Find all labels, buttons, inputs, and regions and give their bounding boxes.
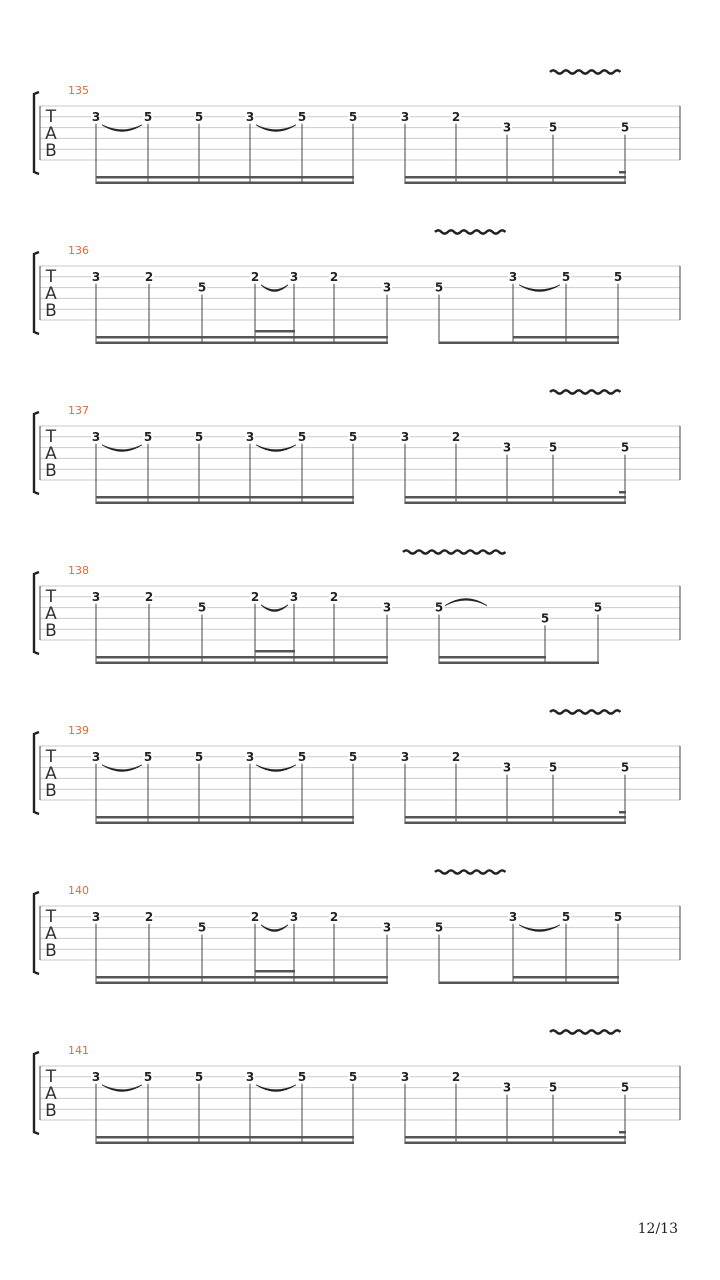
beam [96, 1136, 354, 1139]
system-brace [34, 572, 39, 654]
fret-number: 3 [245, 749, 255, 764]
fret-number: 3 [382, 600, 392, 615]
fret-number: 5 [434, 600, 444, 615]
fret-number: 3 [400, 749, 410, 764]
tab-system [34, 1044, 680, 1144]
fret-number: 3 [245, 429, 255, 444]
fret-number: 2 [250, 269, 260, 284]
tab-clef-letter: B [45, 461, 57, 481]
beam [439, 982, 619, 985]
fret-number: 5 [194, 429, 204, 444]
system-brace [34, 92, 39, 174]
fret-number: 3 [91, 109, 101, 124]
tab-clef-letter: B [45, 621, 57, 641]
beam [513, 976, 619, 979]
beam [96, 816, 354, 819]
tab-clef-letter: A [45, 444, 57, 464]
fret-number: 3 [508, 269, 518, 284]
tab-clef-letter: T [45, 747, 57, 767]
beam [96, 822, 354, 825]
beam [405, 822, 626, 825]
fret-number: 2 [250, 909, 260, 924]
tab-clef-letter: A [45, 284, 57, 304]
tab-clef-letter: T [45, 587, 57, 607]
beam [619, 171, 626, 174]
fret-number: 5 [197, 920, 207, 935]
fret-number: 2 [329, 269, 339, 284]
vibrato-icon [403, 550, 505, 553]
fret-number: 3 [91, 589, 101, 604]
fret-number: 3 [400, 429, 410, 444]
fret-number: 3 [91, 269, 101, 284]
tab-clef-letter: B [45, 301, 57, 321]
fret-number: 2 [451, 1069, 461, 1084]
fret-number: 5 [620, 120, 630, 135]
tab-clef-letter: A [45, 1084, 57, 1104]
fret-number: 3 [91, 429, 101, 444]
tab-system [34, 404, 680, 504]
fret-number: 3 [289, 589, 299, 604]
fret-number: 3 [502, 120, 512, 135]
beam [405, 1142, 626, 1145]
tab-clef-letter: B [45, 941, 57, 961]
measure-number: 141 [68, 1044, 89, 1057]
fret-number: 2 [451, 749, 461, 764]
fret-number: 3 [245, 109, 255, 124]
tab-clef-letter: T [45, 427, 57, 447]
tab-clef-letter: T [45, 267, 57, 287]
fret-number: 5 [197, 280, 207, 295]
vibrato-icon [550, 710, 620, 713]
fret-number: 5 [297, 429, 307, 444]
fret-number: 3 [245, 1069, 255, 1084]
beam [96, 656, 388, 659]
fret-number: 5 [143, 1069, 153, 1084]
beam [619, 1131, 626, 1134]
tab-clef-letter: T [45, 107, 57, 127]
tab-clef-letter: A [45, 604, 57, 624]
fret-number: 5 [593, 600, 603, 615]
fret-number: 2 [451, 429, 461, 444]
fret-number: 2 [451, 109, 461, 124]
fret-number: 5 [348, 429, 358, 444]
fret-number: 3 [382, 920, 392, 935]
system-brace [34, 892, 39, 974]
page-number: 12/13 [637, 1221, 678, 1237]
beam [405, 502, 626, 505]
fret-number: 3 [502, 1080, 512, 1095]
beam [439, 662, 599, 665]
fret-number: 2 [329, 589, 339, 604]
beam [439, 342, 619, 345]
fret-number: 5 [194, 109, 204, 124]
fret-number: 5 [143, 429, 153, 444]
beam [405, 816, 626, 819]
fret-number: 5 [561, 909, 571, 924]
fret-number: 5 [434, 280, 444, 295]
fret-number: 5 [143, 749, 153, 764]
system-brace [34, 732, 39, 814]
fret-number: 5 [620, 760, 630, 775]
system-brace [34, 252, 39, 334]
fret-number: 2 [144, 589, 154, 604]
fret-number: 5 [194, 1069, 204, 1084]
fret-number: 5 [620, 440, 630, 455]
fret-number: 3 [382, 280, 392, 295]
vibrato-icon [550, 70, 620, 73]
beam [405, 1136, 626, 1139]
beam [619, 811, 626, 814]
measure-number: 140 [68, 884, 89, 897]
beam [96, 496, 354, 499]
fret-number: 2 [250, 589, 260, 604]
fret-number: 3 [91, 749, 101, 764]
vibrato-icon [550, 390, 620, 393]
fret-number: 5 [297, 749, 307, 764]
beam [96, 982, 388, 985]
fret-number: 5 [540, 611, 550, 626]
fret-number: 3 [508, 909, 518, 924]
tab-system [34, 564, 680, 664]
beam [405, 176, 626, 179]
fret-number: 3 [289, 269, 299, 284]
fret-number: 5 [620, 1080, 630, 1095]
tab-system [34, 84, 680, 184]
beam [96, 182, 354, 185]
tie-arc [445, 599, 487, 606]
fret-number: 3 [400, 109, 410, 124]
fret-number: 3 [91, 1069, 101, 1084]
measure-number: 135 [68, 84, 89, 97]
beam [255, 330, 295, 333]
fret-number: 5 [548, 1080, 558, 1095]
fret-number: 5 [548, 760, 558, 775]
beam [439, 656, 546, 659]
fret-number: 3 [502, 440, 512, 455]
fret-number: 2 [329, 909, 339, 924]
fret-number: 2 [144, 909, 154, 924]
fret-number: 5 [143, 109, 153, 124]
fret-number: 5 [348, 749, 358, 764]
fret-number: 5 [194, 749, 204, 764]
fret-number: 5 [613, 909, 623, 924]
beam [96, 502, 354, 505]
tab-clef-letter: A [45, 924, 57, 944]
fret-number: 5 [548, 440, 558, 455]
beam [96, 976, 388, 979]
measure-number: 137 [68, 404, 89, 417]
beam [619, 491, 626, 494]
tab-clef-letter: A [45, 124, 57, 144]
fret-number: 5 [561, 269, 571, 284]
tab-system [34, 884, 680, 984]
tab-clef-letter: B [45, 141, 57, 161]
beam [255, 970, 295, 973]
beam [96, 176, 354, 179]
fret-number: 3 [400, 1069, 410, 1084]
vibrato-icon [435, 230, 505, 233]
fret-number: 3 [289, 909, 299, 924]
tab-clef-letter: A [45, 764, 57, 784]
tab-clef-letter: T [45, 1067, 57, 1087]
fret-number: 5 [548, 120, 558, 135]
fret-number: 3 [502, 760, 512, 775]
fret-number: 3 [91, 909, 101, 924]
beam [96, 336, 388, 339]
fret-number: 5 [197, 600, 207, 615]
tab-system [34, 724, 680, 824]
vibrato-icon [435, 870, 505, 873]
system-brace [34, 412, 39, 494]
fret-number: 5 [297, 109, 307, 124]
fret-number: 5 [348, 1069, 358, 1084]
measure-number: 136 [68, 244, 89, 257]
vibrato-icon [550, 1030, 620, 1033]
beam [405, 496, 626, 499]
system-brace [34, 1052, 39, 1134]
measure-number: 139 [68, 724, 89, 737]
beam [96, 1142, 354, 1145]
fret-number: 5 [297, 1069, 307, 1084]
beam [405, 182, 626, 185]
tab-clef-letter: B [45, 781, 57, 801]
beam [96, 662, 388, 665]
tab-clef-letter: B [45, 1101, 57, 1121]
fret-number: 5 [613, 269, 623, 284]
tab-clef-letter: T [45, 907, 57, 927]
beam [96, 342, 388, 345]
fret-number: 5 [348, 109, 358, 124]
fret-number: 5 [434, 920, 444, 935]
tab-system [34, 244, 680, 344]
beam [513, 336, 619, 339]
fret-number: 2 [144, 269, 154, 284]
measure-number: 138 [68, 564, 89, 577]
beam [255, 650, 295, 653]
